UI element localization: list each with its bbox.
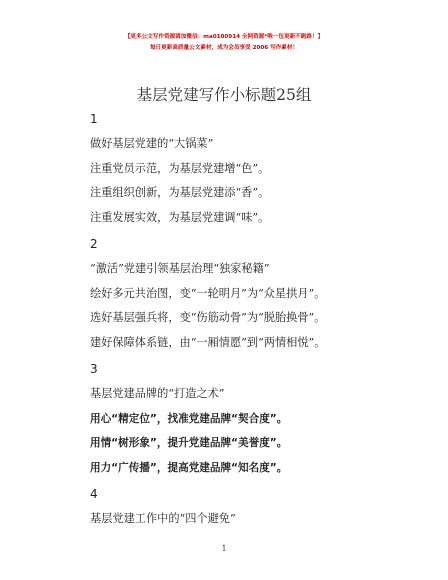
group-item-1-3: 注重发展实效，为基层党建调“味”。	[90, 211, 270, 224]
document-title: 基层党建写作小标题25组	[136, 86, 312, 104]
group-number-4: 4	[90, 487, 98, 501]
group-item-2-3: 建好保障体系链，由“一厢情愿”到“两情相悦”。	[90, 336, 326, 349]
group-number-3: 3	[90, 362, 98, 376]
group-item-1-2: 注重组织创新，为基层党建添“香”。	[90, 186, 270, 199]
page-number: 1	[221, 544, 227, 553]
group-item-3-3: 用力“广传播”，提高党建品牌“知名度”。	[90, 462, 288, 474]
group-item-3-1: 用心“精定位”，找准党建品牌“契合度”。	[90, 413, 288, 425]
group-item-2-2: 选好基层强兵将，变“伤筋动骨”为“脱胎换骨”。	[90, 311, 326, 324]
group-item-3-2: 用情“树形象”，提升党建品牌“美誉度”。	[90, 437, 288, 449]
group-heading-4: 基层党建工作中的“四个避免”	[90, 512, 236, 525]
group-heading-3: 基层党建品牌的“打造之术”	[90, 387, 225, 400]
group-number-2: 2	[90, 237, 98, 251]
banner-line-1: 【更多公文写作资源请加微信：ma0180914 全网资源*唯一包更新不跑路！】	[124, 34, 324, 40]
group-item-1-1: 注重党员示范，为基层党建增“色”。	[90, 162, 270, 175]
group-heading-1: 做好基层党建的“大锅菜”	[90, 137, 214, 150]
group-heading-2: “激活”党建引领基层治理“独家秘籍”	[90, 262, 270, 275]
group-item-2-1: 绘好多元共治图，变“一轮明月”为“众星拱月”。	[90, 287, 326, 300]
promo-banner	[0, 32, 448, 54]
group-number-1: 1	[90, 112, 98, 126]
banner-line-2: 每日更新高质量公文素材，成为会员享受 2006 写作素材！	[149, 45, 299, 51]
